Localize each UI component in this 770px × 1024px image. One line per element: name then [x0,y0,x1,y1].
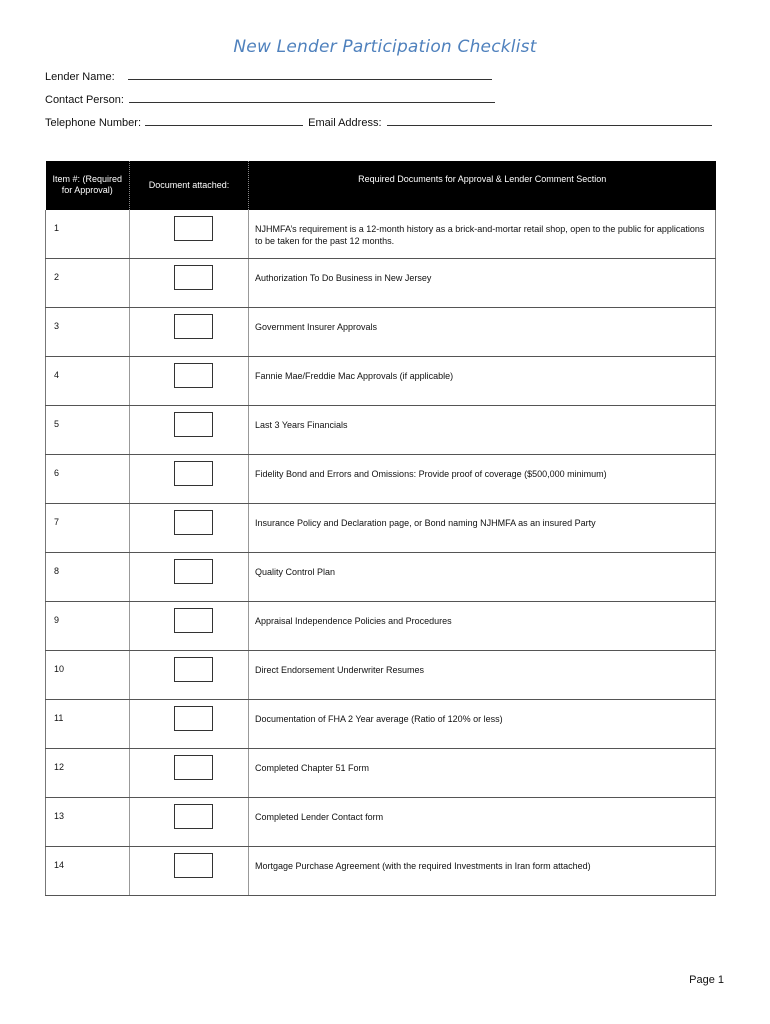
document-attached-cell [130,210,249,259]
lender-name-label: Lender Name: [45,71,115,83]
document-attached-checkbox[interactable] [174,608,213,633]
table-row [46,798,716,847]
table-row [46,406,716,455]
document-attached-cell [130,553,249,602]
document-attached-checkbox[interactable] [174,559,213,584]
document-attached-cell [130,602,249,651]
telephone-input-line[interactable] [145,115,303,126]
table-row [46,847,716,896]
required-document-text: Fidelity Bond and Errors and Omissions: Provide proof of coverage ($500,000 minimum) [249,455,716,504]
item-number: 9 [46,602,130,651]
lender-name-input-line[interactable] [128,69,492,80]
table-row [46,700,716,749]
header-required: Required Documents for Approval & Lender Comment Section [249,161,716,210]
telephone-email-field [45,115,712,129]
document-attached-cell [130,749,249,798]
document-attached-checkbox[interactable] [174,216,213,241]
required-document-text: Government Insurer Approvals [249,308,716,357]
page-number: Page 1 [689,974,724,986]
header-document: Document attached: [130,161,249,210]
required-document-text: Authorization To Do Business in New Jersey [249,259,716,308]
table-row [46,504,716,553]
contact-person-field [45,92,495,106]
table-row [46,553,716,602]
item-number: 12 [46,749,130,798]
document-attached-cell [130,357,249,406]
table-header-row [46,161,716,210]
document-attached-checkbox[interactable] [174,853,213,878]
required-document-text: Direct Endorsement Underwriter Resumes [249,651,716,700]
document-attached-cell [130,455,249,504]
document-attached-checkbox[interactable] [174,657,213,682]
required-document-text: Quality Control Plan [249,553,716,602]
document-attached-checkbox[interactable] [174,265,213,290]
document-attached-checkbox[interactable] [174,461,213,486]
contact-person-label: Contact Person: [45,94,124,106]
lender-name-field [45,69,492,83]
document-attached-cell [130,700,249,749]
document-attached-cell [130,651,249,700]
table-row [46,357,716,406]
required-document-text: Last 3 Years Financials [249,406,716,455]
required-document-text: Mortgage Purchase Agreement (with the required Investments in Iran form attached) [249,847,716,896]
document-attached-cell [130,308,249,357]
document-attached-cell [130,504,249,553]
required-document-text: NJHMFA’s requirement is a 12-month history as a brick-and-mortar retail shop, open to the public for applications to be taken for the past 12 months. [249,210,716,259]
table-row [46,749,716,798]
document-attached-checkbox[interactable] [174,363,213,388]
document-attached-cell [130,406,249,455]
header-item: Item #: (Required for Approval) [46,161,130,210]
table-row [46,259,716,308]
item-number: 4 [46,357,130,406]
item-number: 14 [46,847,130,896]
document-attached-checkbox[interactable] [174,510,213,535]
item-number: 2 [46,259,130,308]
document-attached-cell [130,847,249,896]
document-attached-cell [130,259,249,308]
item-number: 7 [46,504,130,553]
required-document-text: Completed Lender Contact form [249,798,716,847]
telephone-label: Telephone Number: [45,117,142,129]
table-row [46,602,716,651]
contact-person-input-line[interactable] [129,92,495,103]
item-number: 10 [46,651,130,700]
document-attached-checkbox[interactable] [174,755,213,780]
document-attached-checkbox[interactable] [174,412,213,437]
table-row [46,651,716,700]
item-number: 11 [46,700,130,749]
item-number: 5 [46,406,130,455]
required-document-text: Documentation of FHA 2 Year average (Ratio of 120% or less) [249,700,716,749]
document-attached-cell [130,798,249,847]
item-number: 13 [46,798,130,847]
document-attached-checkbox[interactable] [174,804,213,829]
item-number: 1 [46,210,130,259]
table-row [46,210,716,259]
table-row [46,308,716,357]
email-input-line[interactable] [387,115,712,126]
document-attached-checkbox[interactable] [174,314,213,339]
required-document-text: Completed Chapter 51 Form [249,749,716,798]
item-number: 6 [46,455,130,504]
required-document-text: Insurance Policy and Declaration page, or Bond naming NJHMFA as an insured Party [249,504,716,553]
email-label: Email Address: [308,117,382,129]
document-attached-checkbox[interactable] [174,706,213,731]
item-number: 8 [46,553,130,602]
required-document-text: Appraisal Independence Policies and Procedures [249,602,716,651]
item-number: 3 [46,308,130,357]
page-title: New Lender Participation Checklist [233,37,537,57]
checklist-table [45,161,716,896]
table-row [46,455,716,504]
required-document-text: Fannie Mae/Freddie Mac Approvals (if applicable) [249,357,716,406]
